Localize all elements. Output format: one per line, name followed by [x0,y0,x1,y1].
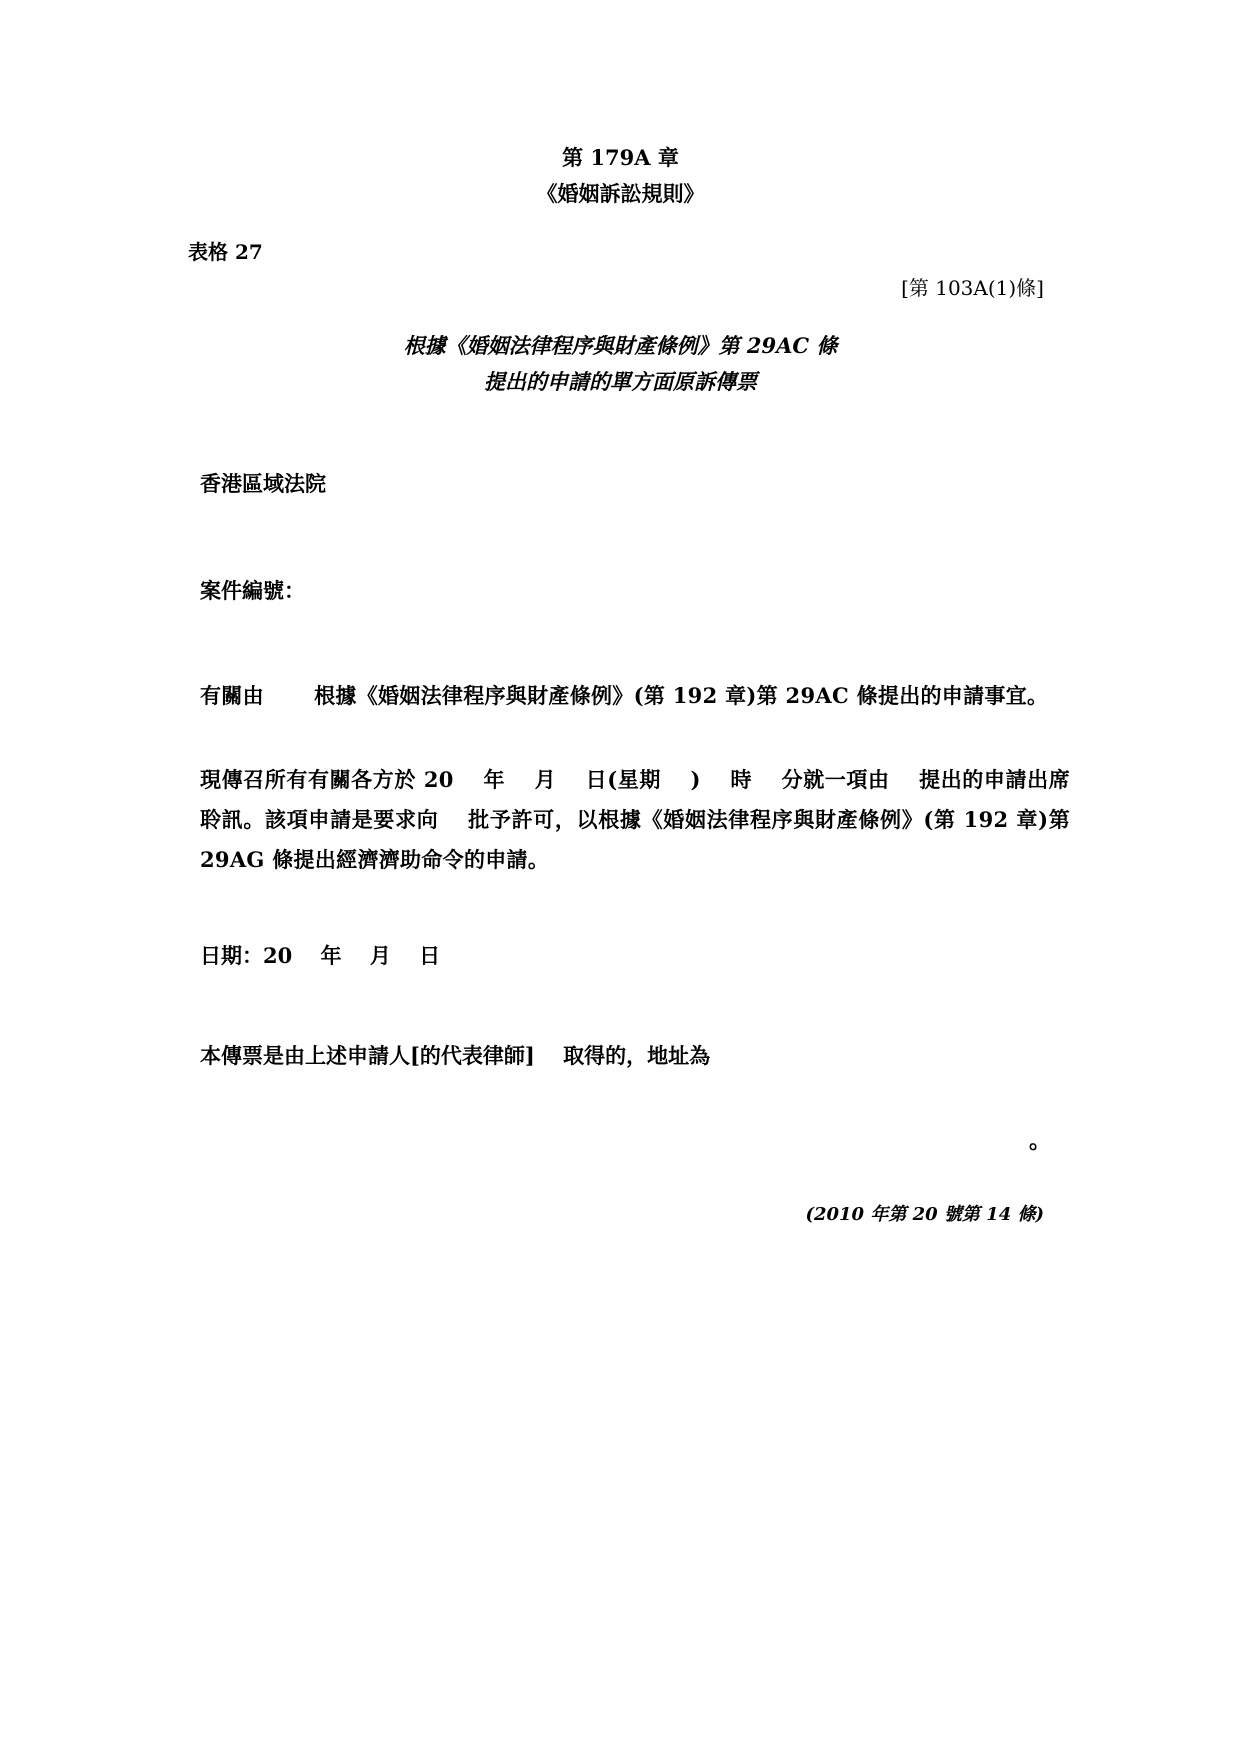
obtained-by-statement: 本傳票是由上述申請人[的代表律師] 取得的，地址為 [200,1043,711,1068]
court-name: 香港區域法院 [200,471,326,496]
rule-reference: [第 103A(1)條] [901,276,1044,300]
rules-title: 《婚姻訴訟規則》 [536,181,705,206]
date-line: 日期：20 年 月 日 [200,943,441,968]
amendment-footnote: (2010 年第 20 號第 14 條) [805,1204,1044,1225]
case-number-label: 案件編號： [200,578,305,603]
matter-statement: 有關由 根據《婚姻法律程序與財產條例》(第 192 章)第 29AC 條提出的申請事宜。 [200,683,1049,708]
form-number: 表格 27 [188,240,263,264]
form-heading-line-1: 根據《婚姻法律程序與財產條例》第 29AC 條 [403,333,838,358]
form-heading-line-2: 提出的申請的單方面原訴傳票 [484,369,757,394]
address-end-mark: 。 [1028,1128,1051,1154]
chapter-number: 第 179A 章 [562,145,679,170]
summons-paragraph: 現傳召所有有關各方於 20 年 月 日(星期 ) 時 分就一項由 提出的申請出席聆訊。該項申請是要求向 批予許可，以根據《婚姻法律程序與財產條例》(第 192 章)第 29AG 條提出經濟濟助命令的申請。 [200,767,1070,872]
